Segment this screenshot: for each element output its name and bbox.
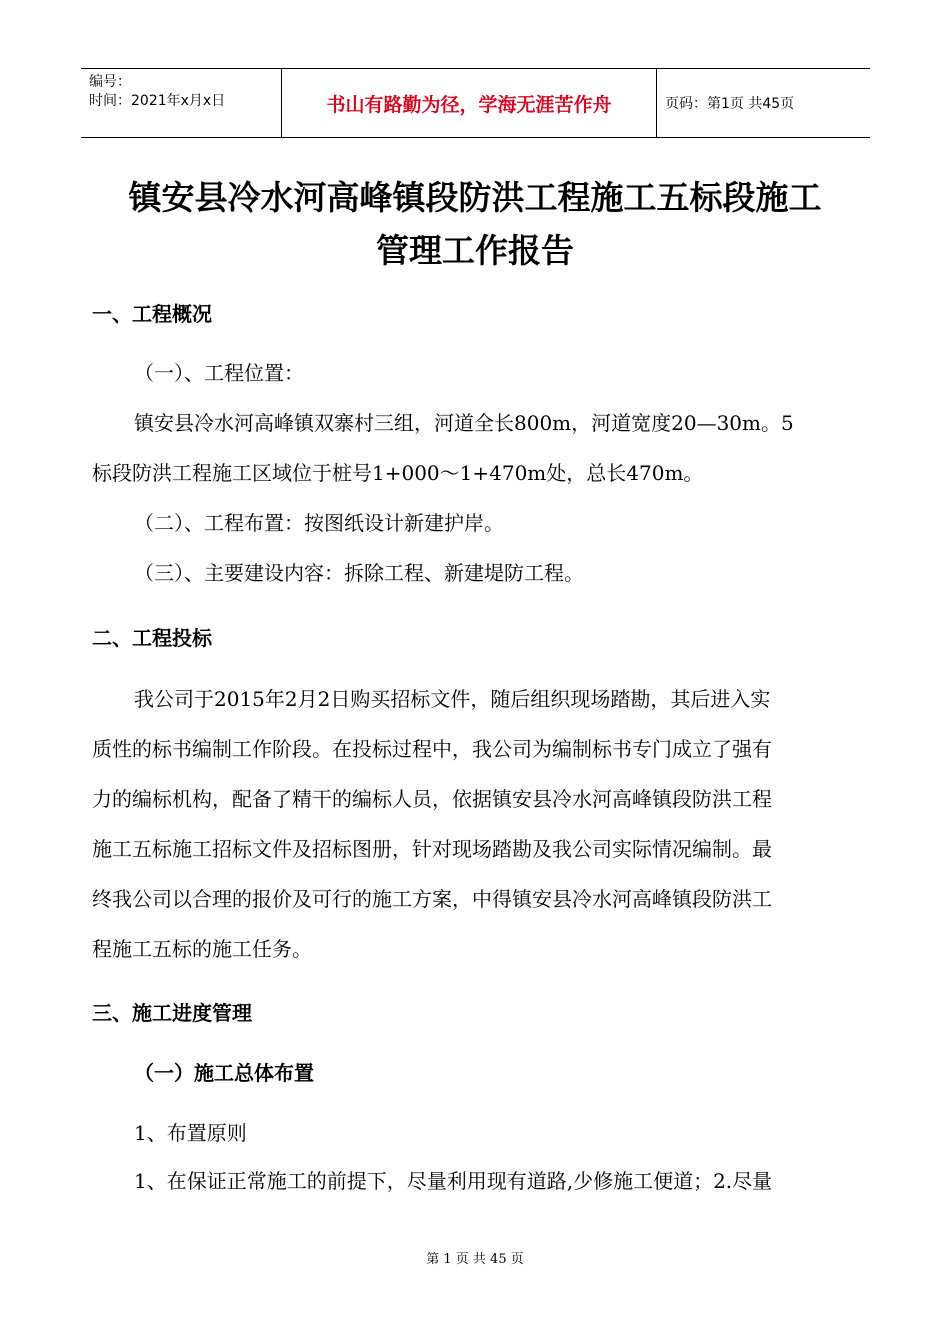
- time-label: 时间：2021年x月x日: [89, 93, 226, 109]
- subheading-layout: （二）、工程布置：按图纸设计新建护岸。: [134, 511, 504, 535]
- section-heading-schedule: 三、施工进度管理: [92, 1001, 252, 1025]
- subheading-general-layout: （一）施工总体布置: [134, 1061, 314, 1085]
- document-header: [81, 68, 870, 138]
- item-heading-principles: 1、布置原则: [134, 1121, 247, 1145]
- section-heading-bidding: 二、工程投标: [92, 626, 212, 650]
- header-page-info: 页码：第1页 共45页: [665, 96, 795, 112]
- paragraph-line: 我公司于2015年2月2日购买招标文件，随后组织现场踏勘，其后进入实: [134, 687, 771, 711]
- paragraph-line: 标段防洪工程施工区域位于桩号1+000～1+470m处，总长470m。: [92, 461, 704, 485]
- paragraph-line: 镇安县冷水河高峰镇双寨村三组，河道全长800m，河道宽度20—30m。5: [134, 411, 794, 435]
- header-motto: 书山有路勤为径，学海无涯苦作舟: [281, 69, 657, 137]
- number-label: 编号：: [89, 74, 131, 90]
- paragraph-line: 终我公司以合理的报价及可行的施工方案，中得镇安县冷水河高峰镇段防洪工: [92, 887, 772, 911]
- paragraph-line: 质性的标书编制工作阶段。在投标过程中，我公司为编制标书专门成立了强有: [92, 737, 772, 761]
- section-heading-overview: 一、工程概况: [92, 302, 212, 326]
- paragraph-line: 程施工五标的施工任务。: [92, 937, 312, 961]
- paragraph-line: 力的编标机构，配备了精干的编标人员，依据镇安县冷水河高峰镇段防洪工程: [92, 787, 772, 811]
- document-title-line1: 镇安县冷水河高峰镇段防洪工程施工五标段施工: [128, 178, 822, 217]
- paragraph-line: 施工五标施工招标文件及招标图册，针对现场踏勘及我公司实际情况编制。最: [92, 837, 772, 861]
- subheading-location: （一）、工程位置：: [134, 361, 304, 385]
- document-title-line2: 管理工作报告: [376, 231, 574, 270]
- subheading-content: （三）、主要建设内容：拆除工程、新建堤防工程。: [134, 561, 584, 585]
- paragraph-line: 1、在保证正常施工的前提下，尽量利用现有道路,少修施工便道；2.尽量: [134, 1169, 773, 1193]
- page-footer: 第 1 页 共 45 页: [426, 1252, 524, 1267]
- header-meta: [81, 69, 281, 137]
